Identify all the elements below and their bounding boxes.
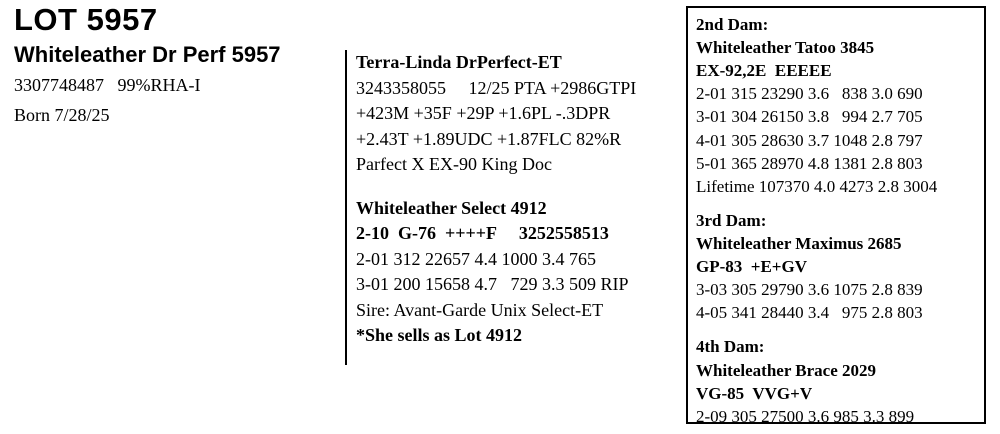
second-dam-record-line: 5-01 365 28970 4.8 1381 2.8 803 [696, 153, 923, 173]
fourth-dam-classification: VG-85 VVG+V [696, 383, 813, 403]
registration-number: 3307748487 99%RHA-I [14, 74, 201, 95]
block-spacer [696, 198, 976, 209]
second-dam-block [696, 13, 976, 198]
fourth-dam-record-line: 2-09 305 27500 3.6 985 3.3 899 [696, 406, 915, 426]
birth-date: Born 7/28/25 [14, 104, 110, 125]
fourth-dam-heading: 4th Dam: [696, 337, 765, 357]
sire-block [356, 50, 665, 178]
sire-detail-line: Parfect X EX-90 King Doc [356, 154, 552, 175]
fourth-dam-block [696, 335, 976, 427]
sire-detail-line: +2.43T +1.89UDC +1.87FLC 82%R [356, 128, 622, 149]
block-spacer [696, 324, 976, 335]
second-dam-record-line: 4-01 305 28630 3.7 1048 2.8 797 [696, 130, 923, 150]
dam-record-line: 2-01 312 22657 4.4 1000 3.4 765 [356, 248, 596, 269]
sire-detail-line: 3243358055 12/25 PTA +2986GTPI [356, 77, 637, 98]
third-dam-heading: 3rd Dam: [696, 210, 767, 230]
lot-header-block [14, 4, 334, 126]
page-title: LOT 5957 [14, 2, 158, 37]
third-dam-record-line: 4-05 341 28440 3.4 975 2.8 803 [696, 303, 923, 323]
dam-block [356, 196, 665, 349]
pedigree-middle-column [345, 50, 665, 365]
sire-name: Terra-Linda DrPerfect-ET [356, 52, 562, 72]
second-dam-record-line: 2-01 315 23290 3.6 838 3.0 690 [696, 84, 923, 104]
third-dam-classification: GP-83 +E+GV [696, 257, 807, 277]
second-dam-record-line: 3-01 304 26150 3.8 994 2.7 705 [696, 107, 923, 127]
third-dam-record-line: 3-03 305 29790 3.6 1075 2.8 839 [696, 280, 923, 300]
second-dam-lifetime-line: Lifetime 107370 4.0 4273 2.8 3004 [696, 176, 938, 196]
second-dam-classification: EX-92,2E EEEEE [696, 61, 832, 81]
sire-detail-line: +423M +35F +29P +1.6PL -.3DPR [356, 103, 611, 124]
second-dam-heading: 2nd Dam: [696, 15, 769, 34]
dam-sale-note: *She sells as Lot 4912 [356, 325, 523, 346]
animal-name: Whiteleather Dr Perf 5957 [14, 41, 281, 67]
third-dam-name: Whiteleather Maximus 2685 [696, 233, 902, 253]
dam-name: Whiteleather Select 4912 [356, 197, 547, 218]
ancestry-panel [686, 6, 986, 424]
third-dam-block [696, 209, 976, 325]
dam-record-line: 3-01 200 15658 4.7 729 3.3 509 RIP [356, 274, 629, 295]
second-dam-name: Whiteleather Tatoo 3845 [696, 38, 875, 58]
dam-sire-line: Sire: Avant-Garde Unix Select-ET [356, 299, 604, 320]
dam-classification: 2-10 G-76 ++++F 3252558513 [356, 223, 609, 244]
fourth-dam-name: Whiteleather Brace 2029 [696, 360, 877, 380]
block-spacer [356, 178, 665, 196]
